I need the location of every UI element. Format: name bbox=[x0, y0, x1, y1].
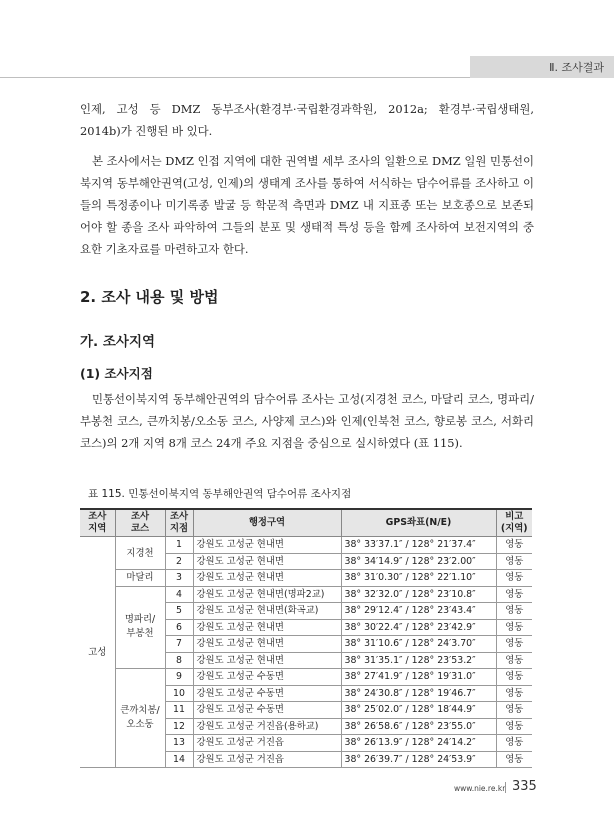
note-cell: 영동 bbox=[496, 669, 532, 686]
admin-cell: 강원도 고성군 현내면 bbox=[193, 652, 341, 669]
gps-cell: 38° 25′02.0″ / 128° 18′44.9″ bbox=[341, 702, 496, 719]
site-cell: 5 bbox=[165, 603, 193, 620]
note-cell: 영동 bbox=[496, 570, 532, 587]
section-tab-label: Ⅱ. 조사결과 bbox=[549, 61, 604, 74]
table-header-row bbox=[80, 509, 532, 537]
gps-cell: 38° 29′12.4″ / 128° 23′43.4″ bbox=[341, 603, 496, 620]
gps-cell: 38° 26′39.7″ / 128° 24′53.9″ bbox=[341, 751, 496, 768]
subsection-heading: 가. 조사지역 bbox=[80, 334, 156, 350]
note-cell: 영동 bbox=[496, 751, 532, 768]
note-cell: 영동 bbox=[496, 735, 532, 752]
course-cell: 명파리/ 부봉천 bbox=[115, 586, 165, 669]
table-row bbox=[80, 570, 532, 587]
note-cell: 영동 bbox=[496, 652, 532, 669]
gps-cell: 38° 27′41.9″ / 128° 19′31.0″ bbox=[341, 669, 496, 686]
note-cell: 영동 bbox=[496, 586, 532, 603]
region-cell: 고성 bbox=[80, 537, 115, 768]
note-cell: 영동 bbox=[496, 702, 532, 719]
page-number: 335 bbox=[512, 779, 537, 794]
gps-cell: 38° 31′0.30″ / 128° 22′1.10″ bbox=[341, 570, 496, 587]
course-cell: 큰까치봉/ 오소동 bbox=[115, 669, 165, 768]
site-cell: 12 bbox=[165, 718, 193, 735]
header-region-label: 조사 지역 bbox=[88, 511, 107, 534]
gps-cell: 38° 32′32.0″ / 128° 23′10.8″ bbox=[341, 586, 496, 603]
header-note bbox=[496, 509, 532, 537]
site-cell: 9 bbox=[165, 669, 193, 686]
admin-cell: 강원도 고성군 현내면 bbox=[193, 537, 341, 554]
table-row bbox=[80, 586, 532, 603]
note-cell: 영동 bbox=[496, 553, 532, 570]
site-cell: 6 bbox=[165, 619, 193, 636]
site-cell: 8 bbox=[165, 652, 193, 669]
sub-subsection-heading: (1) 조사지점 bbox=[80, 366, 153, 381]
note-cell: 영동 bbox=[496, 603, 532, 620]
note-cell: 영동 bbox=[496, 636, 532, 653]
admin-cell: 강원도 고성군 거진읍 bbox=[193, 735, 341, 752]
note-cell: 영동 bbox=[496, 619, 532, 636]
site-cell: 1 bbox=[165, 537, 193, 554]
header-gps-label: GPS좌표(N/E) bbox=[385, 517, 452, 528]
course-cell: 마달리 bbox=[115, 570, 165, 587]
header-note-label: 비고 (지역) bbox=[500, 511, 528, 534]
admin-cell: 강원도 고성군 수동면 bbox=[193, 702, 341, 719]
section-heading: 2. 조사 내용 및 방법 bbox=[80, 288, 219, 306]
header-admin-label: 행정구역 bbox=[248, 517, 286, 528]
table-caption: 표 115. 민통선이북지역 동부해안권역 담수어류 조사지점 bbox=[88, 488, 352, 500]
gps-cell: 38° 31′35.1″ / 128° 23′53.2″ bbox=[341, 652, 496, 669]
site-cell: 10 bbox=[165, 685, 193, 702]
paragraph-intro: 인제, 고성 등 DMZ 동부조사(환경부·국립환경과학원, 2012a; 환경부·국립생태원, 2014b)가 진행된 바 있다. bbox=[80, 102, 534, 138]
site-cell: 3 bbox=[165, 570, 193, 587]
admin-cell: 강원도 고성군 현내면 bbox=[193, 619, 341, 636]
header-course-label: 조사 코스 bbox=[130, 511, 150, 534]
footer-url: www.nie.re.kr bbox=[454, 784, 506, 793]
gps-cell: 38° 26′58.6″ / 128° 23′55.0″ bbox=[341, 718, 496, 735]
admin-cell: 강원도 고성군 현내면 bbox=[193, 553, 341, 570]
admin-cell: 강원도 고성군 거진읍(용하교) bbox=[193, 718, 341, 735]
site-cell: 13 bbox=[165, 735, 193, 752]
admin-cell: 강원도 고성군 수동면 bbox=[193, 685, 341, 702]
admin-cell: 강원도 고성군 현내면 bbox=[193, 570, 341, 587]
site-cell: 11 bbox=[165, 702, 193, 719]
footer-divider bbox=[505, 782, 506, 793]
admin-cell: 강원도 고성군 현내면(화곡교) bbox=[193, 603, 341, 620]
section-tab bbox=[470, 56, 614, 78]
table-row bbox=[80, 669, 532, 686]
gps-cell: 38° 34′14.9″ / 128° 23′2.00″ bbox=[341, 553, 496, 570]
site-cell: 4 bbox=[165, 586, 193, 603]
note-cell: 영동 bbox=[496, 685, 532, 702]
gps-cell: 38° 33′37.1″ / 128° 21′37.4″ bbox=[341, 537, 496, 554]
gps-cell: 38° 26′13.9″ / 128° 24′14.2″ bbox=[341, 735, 496, 752]
site-cell: 14 bbox=[165, 751, 193, 768]
gps-cell: 38° 30′22.4″ / 128° 23′42.9″ bbox=[341, 619, 496, 636]
admin-cell: 강원도 고성군 현내면 bbox=[193, 636, 341, 653]
header-rule bbox=[0, 77, 470, 78]
gps-cell: 38° 31′10.6″ / 128° 24′3.70″ bbox=[341, 636, 496, 653]
note-cell: 영동 bbox=[496, 537, 532, 554]
header-admin bbox=[193, 509, 341, 537]
site-cell: 7 bbox=[165, 636, 193, 653]
header-site bbox=[165, 509, 193, 537]
survey-site-table bbox=[80, 508, 532, 768]
header-gps bbox=[341, 509, 496, 537]
course-cell: 지경천 bbox=[115, 537, 165, 570]
paragraph-survey-sites: 민통선이북지역 동부해안권역의 담수어류 조사는 고성(지경천 코스, 마달리 코스, 명파리/부봉천 코스, 큰까치봉/오소동 코스, 사양제 코스)와 인제(인북천 코스, 향로봉 코스, 서화리 코스)의 2개 지역 8개 코스 24개 주요 지점을 중심으로 실시하였다 (표 115). bbox=[80, 392, 534, 450]
header-region bbox=[80, 509, 115, 537]
header-site-label: 조사 지점 bbox=[169, 511, 189, 534]
header-course bbox=[115, 509, 165, 537]
gps-cell: 38° 24′30.8″ / 128° 19′46.7″ bbox=[341, 685, 496, 702]
admin-cell: 강원도 고성군 거진읍 bbox=[193, 751, 341, 768]
table-row bbox=[80, 537, 532, 554]
admin-cell: 강원도 고성군 수동면 bbox=[193, 669, 341, 686]
paragraph-purpose: 본 조사에서는 DMZ 인접 지역에 대한 권역별 세부 조사의 일환으로 DMZ 일원 민통선이북지역 동부해안권역(고성, 인제)의 생태계 조사를 통하여 서식하는 담수어류를 조사하고 이들의 특정종이나 미기록종 발굴 등 학문적 측면과 DMZ 내 지표종 또는 보호종으로 보존되어야 할 종을 조사 파악하여 그들의 분포 및 생태적 특성 등을 함께 조사하여 보전지역의 중요한 기초자료를 마련하고자 한다. bbox=[80, 154, 534, 256]
note-cell: 영동 bbox=[496, 718, 532, 735]
site-cell: 2 bbox=[165, 553, 193, 570]
admin-cell: 강원도 고성군 현내면(명파2교) bbox=[193, 586, 341, 603]
